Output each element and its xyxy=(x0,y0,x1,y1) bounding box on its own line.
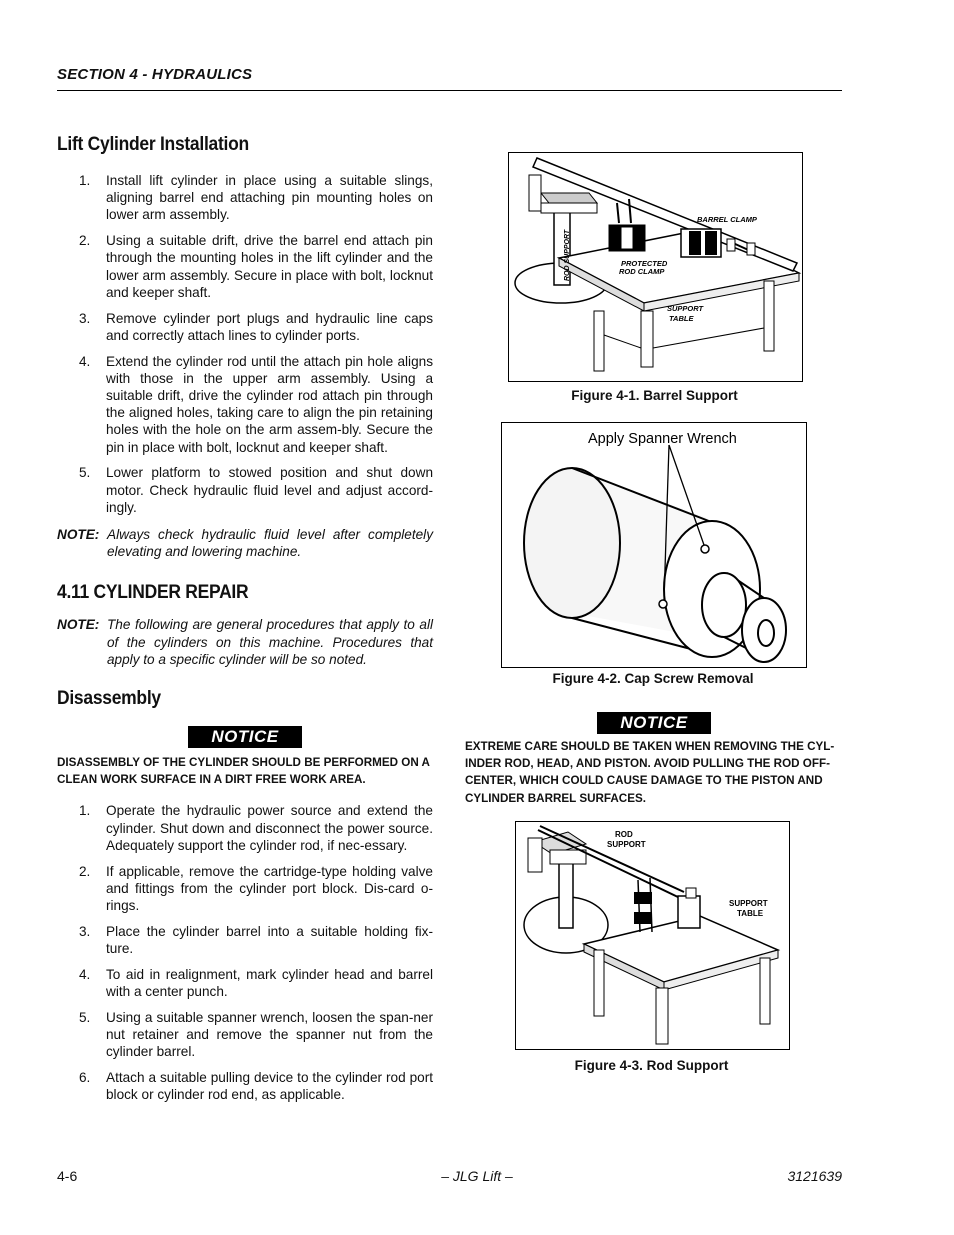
list-item: 5. Lower platform to stowed position and shut down motor. Check hydraulic fluid level and adjust accord-ingly. xyxy=(79,465,433,515)
list-item: 6. Attach a suitable pulling device to the cylinder rod port block or cylinder rod end, as applicable. xyxy=(79,1070,433,1103)
svg-text:SUPPORT: SUPPORT xyxy=(729,899,768,908)
notice-box-right xyxy=(465,712,843,807)
list-item: 3. Remove cylinder port plugs and hydraulic line caps and correctly attach lines to cylinder ports. xyxy=(79,310,433,343)
list-item: 4. To aid in realignment, mark cylinder head and barrel with a center punch. xyxy=(79,966,433,1000)
list-item: 3. Place the cylinder barrel into a suitable holding fix-ture. xyxy=(79,923,433,957)
figure-2-caption: Figure 4-2. Cap Screw Removal xyxy=(552,671,754,686)
repair-heading: 4.11 CYLINDER REPAIR xyxy=(57,582,249,604)
figure-barrel-support xyxy=(508,152,803,382)
figure-rod-support xyxy=(515,821,790,1050)
svg-text:TABLE: TABLE xyxy=(737,909,764,918)
disassembly-steps xyxy=(57,802,433,1103)
notice-badge: NOTICE xyxy=(597,712,711,734)
install-steps xyxy=(57,172,433,516)
notice-text: EXTREME CARE SHOULD BE TAKEN WHEN REMOVING THE CYL-INDER ROD, HEAD, AND PISTON. AVOID PULLING THE ROD OFF-CENTER, WHICH COULD CAUSE DAMAGE TO THE PISTON AND CYLINDER BARREL SURFACES. xyxy=(465,739,835,805)
figure-3-caption: Figure 4-3. Rod Support xyxy=(574,1058,729,1073)
barrel-support-illustration xyxy=(509,153,802,381)
list-item: 1. Install lift cylinder in place using a suitable slings, aligning barrel end attaching pin mounting holes on lower arm assembly. xyxy=(79,173,433,223)
figure-1-caption: Figure 4-1. Barrel Support xyxy=(571,388,738,403)
disassembly-heading: Disassembly xyxy=(57,688,161,710)
notice-text: DISASSEMBLY OF THE CYLINDER SHOULD BE PERFORMED ON A CLEAN WORK SURFACE IN A DIRT FREE WORK AREA. xyxy=(57,755,430,787)
cap-screw-illustration xyxy=(502,423,806,667)
section-title: SECTION 4 - HYDRAULICS xyxy=(57,66,253,83)
svg-text:ROD: ROD xyxy=(615,830,633,839)
svg-text:Apply Spanner Wrench: Apply Spanner Wrench xyxy=(588,431,737,447)
list-item: 5. Using a suitable spanner wrench, loosen the span-ner nut retainer and remove the spanner nut from the cylinder barrel. xyxy=(79,1009,433,1060)
footer-center: – JLG Lift – xyxy=(441,1168,513,1184)
svg-text:ROD SUPPORT: ROD SUPPORT xyxy=(564,229,571,281)
list-item: 2. If applicable, remove the cartridge-type holding valve and fittings from the cylinder port block. Dis-card o-rings. xyxy=(79,863,433,914)
install-heading: Lift Cylinder Installation xyxy=(57,134,249,155)
list-item: 2. Using a suitable drift, drive the barrel end attach pin through the mounting holes in the lift cylinder and the lower arm assembly. Secure in place with bolt, locknut and keeper shaft. xyxy=(79,233,433,300)
list-item: 4. Extend the cylinder rod until the attach pin hole aligns with those in the upper arm assembly. Using a suitable drift, drive the cylinder rod attach pin through the aligned holes, taking care to align the pin retaining holes with the hole on the arm assem-bly. Secure the pin in place with bolt, locknut and keeper shaft. xyxy=(79,353,433,455)
svg-text:SUPPORT: SUPPORT xyxy=(667,304,704,313)
rod-support-illustration xyxy=(516,822,789,1049)
svg-text:SUPPORT: SUPPORT xyxy=(607,840,646,849)
svg-text:TABLE: TABLE xyxy=(669,314,694,323)
svg-text:BARREL CLAMP: BARREL CLAMP xyxy=(697,215,757,224)
left-column xyxy=(57,130,433,1112)
install-note: NOTE: Always check hydraulic fluid level after completely elevating and lowering machine. xyxy=(57,527,433,560)
notice-box-left xyxy=(57,726,433,788)
doc-number: 3121639 xyxy=(787,1168,842,1184)
notice-badge: NOTICE xyxy=(188,726,302,748)
list-item: 1. Operate the hydraulic power source and extend the cylinder. Shut down and disconnect the power source. Adequately support the cylinder rod, if nec-essary. xyxy=(79,803,433,853)
repair-note: NOTE: The following are general procedures that apply to all of the cylinders on this machine. Procedures that apply to a specific cylinder will be so noted. xyxy=(57,617,433,667)
figure-cap-screw-removal xyxy=(501,422,807,668)
page-header xyxy=(57,66,842,91)
svg-text:PROTECTED: PROTECTED xyxy=(621,259,668,268)
page-number: 4-6 xyxy=(57,1168,78,1184)
svg-text:ROD CLAMP: ROD CLAMP xyxy=(619,267,665,276)
